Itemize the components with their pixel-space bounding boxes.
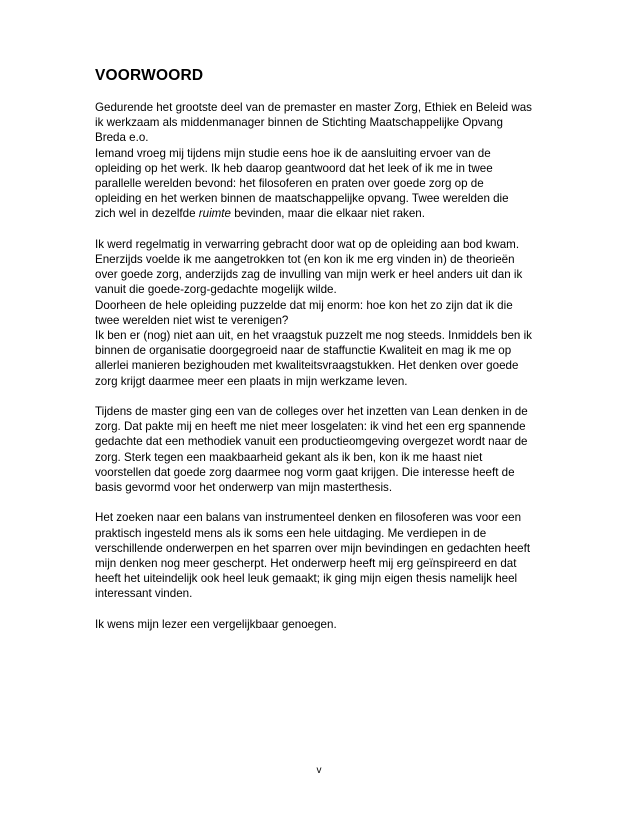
paragraph-line: Doorheen de hele opleiding puzzelde dat mij enorm: hoe kon het zo zijn dat ik die (95, 298, 513, 312)
paragraph-line: Breda e.o. (95, 131, 149, 145)
paragraph-line: ik werkzaam als middenmanager binnen de Stichting Maatschappelijke Opvang (95, 116, 503, 130)
line-text: bevinden, maar die elkaar niet raken. (230, 207, 425, 221)
paragraph-1 (95, 100, 555, 222)
paragraph-3 (95, 404, 555, 495)
paragraph-line: zorg krijgt daarmee meer een plaats in mijn werkzame leven. (95, 374, 408, 388)
paragraph-line: Het zoeken naar een balans van instrumenteel denken en filosoferen was voor een (95, 511, 522, 525)
paragraph-line: parallelle werelden bevond: het filosoferen en praten over goede zorg op de (95, 177, 484, 191)
paragraph-line: praktisch ingesteld mens als ik soms een hele uitdaging. Me verdiepen in de (95, 526, 487, 540)
paragraph-line: binnen de organisatie doorgegroeid naar de staffunctie Kwaliteit en mag ik me op (95, 344, 512, 358)
paragraph-line: zorg. Dat pakte mij en heeft me niet meer losgelaten: ik vind het een erg spannende (95, 420, 526, 434)
page-content (95, 66, 555, 647)
page-number: v (316, 765, 322, 776)
paragraph-line: Ik werd regelmatig in verwarring gebracht door wat op de opleiding aan bod kwam. (95, 237, 520, 251)
paragraph-line: opleiding op het werk. Ik heb daarop geantwoord dat het leek of ik me in twee (95, 161, 493, 175)
paragraph-line: opleiding en het werken binnen de maatschappelijke opvang. Twee werelden die (95, 192, 509, 206)
paragraph-line: Tijdens de master ging een van de colleges over het inzetten van Lean denken in de (95, 405, 528, 419)
paragraph-4 (95, 510, 555, 601)
page-title: VOORWOORD (95, 67, 204, 84)
paragraph-line: zorg. Sterk tegen een maakbaarheid gekant als ik ben, kon ik me haast niet (95, 450, 483, 464)
line-text: zich wel in dezelfde (95, 207, 199, 221)
emphasis-text: ruimte (198, 207, 231, 221)
paragraph-line: vanuit die goede-zorg-gedachte mogelijk wilde. (95, 283, 337, 297)
paragraph-line: heeft het uiteindelijk ook heel leuk gemaakt; ik ging mijn eigen thesis namelijk heel (95, 572, 518, 586)
paragraph-line: Ik ben er (nog) niet aan uit, en het vraagstuk puzzelt me nog steeds. Inmiddels ben ik (95, 329, 532, 343)
paragraph-line: mijn denken nog meer gescherpt. Het onderwerp heeft mij erg geïnspireerd en dat (95, 557, 517, 571)
paragraph-line: over goede zorg, anderzijds zag de invulling van mijn werk er heel anders uit dan ik (95, 268, 523, 282)
paragraph-line: voorstellen dat goede zorg daarmee nog vorm gaat krijgen. Die interesse heeft de (95, 465, 515, 479)
paragraph-2 (95, 237, 555, 389)
paragraph-line: Ik wens mijn lezer een vergelijkbaar genoegen. (95, 617, 337, 631)
paragraph-line: interessant vinden. (95, 587, 193, 601)
paragraph-line: gedachte dat een methodiek vanuit een productieomgeving overgezet wordt naar de (95, 435, 528, 449)
paragraph-5 (95, 617, 555, 632)
paragraph-line: twee werelden niet wist te verenigen? (95, 313, 289, 327)
paragraph-line: Gedurende het grootste deel van de premaster en master Zorg, Ethiek en Beleid was (95, 101, 532, 114)
paragraph-line: allerlei manieren bezighouden met kwaliteitsvraagstukken. Het denken over goede (95, 359, 519, 373)
paragraph-line: basis gevormd voor het onderwerp van mijn masterthesis. (95, 481, 393, 495)
paragraph-line (95, 206, 555, 221)
paragraph-line: verschillende onderwerpen en het sparren over mijn bevindingen en gedachten heeft (95, 541, 531, 555)
paragraph-line: Enerzijds voelde ik me aangetrokken tot (en kon ik me erg vinden in) de theorieën (95, 253, 515, 267)
paragraph-line: Iemand vroeg mij tijdens mijn studie eens hoe ik de aansluiting ervoer van de (95, 146, 491, 160)
